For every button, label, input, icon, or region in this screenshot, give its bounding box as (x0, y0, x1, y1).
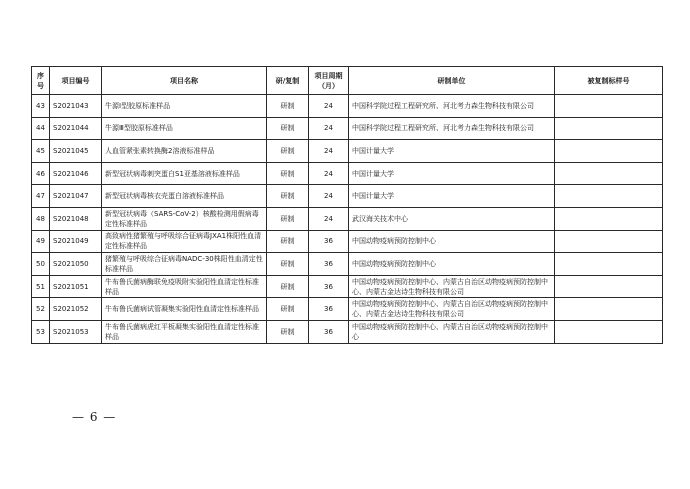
row-unit: 中国动物疫病预防控制中心 (349, 253, 555, 276)
row-seq: 46 (32, 162, 50, 185)
row-seq: 52 (32, 298, 50, 321)
table-row (32, 207, 663, 230)
row-copied (555, 230, 663, 253)
header-code: 项目编号 (50, 67, 102, 95)
row-unit: 中国动物疫病预防控制中心、内蒙古自治区动物疫病预防控制中心 (349, 320, 555, 343)
row-type: 研制 (267, 275, 309, 298)
row-period: 24 (309, 162, 349, 185)
row-copied (555, 95, 663, 118)
row-period: 24 (309, 207, 349, 230)
row-period: 36 (309, 298, 349, 321)
row-copied (555, 117, 663, 140)
row-name: 新型冠状病毒刺突蛋白S1亚基溶液标准样品 (102, 162, 267, 185)
row-period: 24 (309, 140, 349, 163)
row-period: 36 (309, 230, 349, 253)
table-row (32, 185, 663, 208)
table-row (32, 140, 663, 163)
row-copied (555, 140, 663, 163)
row-unit: 中国计量大学 (349, 162, 555, 185)
table-row (32, 320, 663, 343)
header-name: 项目名称 (102, 67, 267, 95)
row-type: 研制 (267, 298, 309, 321)
row-name: 人血管紧张素转换酶2溶液标准样品 (102, 140, 267, 163)
row-code: S2021045 (50, 140, 102, 163)
row-copied (555, 162, 663, 185)
header-copied: 被复制标样号 (555, 67, 663, 95)
row-period: 36 (309, 275, 349, 298)
row-type: 研制 (267, 320, 309, 343)
table-row (32, 253, 663, 276)
row-seq: 43 (32, 95, 50, 118)
row-type: 研制 (267, 95, 309, 118)
row-copied (555, 320, 663, 343)
row-unit: 中国动物疫病预防控制中心 (349, 230, 555, 253)
row-code: S2021046 (50, 162, 102, 185)
header-type: 研/复制 (267, 67, 309, 95)
row-seq: 47 (32, 185, 50, 208)
row-seq: 45 (32, 140, 50, 163)
row-seq: 44 (32, 117, 50, 140)
row-copied (555, 253, 663, 276)
row-unit: 中国科学院过程工程研究所、河北考力森生物科技有限公司 (349, 95, 555, 118)
table-header-row (32, 67, 663, 95)
row-code: S2021051 (50, 275, 102, 298)
row-seq: 51 (32, 275, 50, 298)
table-row (32, 117, 663, 140)
row-type: 研制 (267, 140, 309, 163)
row-seq: 48 (32, 207, 50, 230)
table-row (32, 162, 663, 185)
row-period: 36 (309, 320, 349, 343)
row-name: 高致病性猪繁殖与呼吸综合征病毒JXA1株阳性血清定性标准样品 (102, 230, 267, 253)
row-code: S2021043 (50, 95, 102, 118)
header-seq: 序号 (32, 67, 50, 95)
row-type: 研制 (267, 162, 309, 185)
row-name: 新型冠状病毒（SARS-CoV-2）核酸检测用假病毒定性标准样品 (102, 207, 267, 230)
table-row (32, 230, 663, 253)
row-copied (555, 298, 663, 321)
row-unit: 武汉海关技术中心 (349, 207, 555, 230)
row-name: 牛源Ⅲ型胶原标准样品 (102, 117, 267, 140)
row-unit: 中国计量大学 (349, 185, 555, 208)
row-unit: 中国动物疫病预防控制中心、内蒙古自治区动物疫病预防控制中心、内蒙古金达诗生物科技有限公司 (349, 298, 555, 321)
row-copied (555, 207, 663, 230)
row-type: 研制 (267, 253, 309, 276)
row-code: S2021044 (50, 117, 102, 140)
row-code: S2021052 (50, 298, 102, 321)
row-seq: 50 (32, 253, 50, 276)
table-row (32, 95, 663, 118)
row-name: 猪繁殖与呼吸综合征病毒NADC-30株阳性血清定性标准样品 (102, 253, 267, 276)
row-name: 牛布鲁氏菌病虎红平板凝集实验阳性血清定性标准样品 (102, 320, 267, 343)
header-period: 项目周期（月） (309, 67, 349, 95)
row-period: 24 (309, 185, 349, 208)
row-name: 牛布鲁氏菌病酶联免疫吸附实验阳性血清定性标准样品 (102, 275, 267, 298)
row-unit: 中国科学院过程工程研究所、河北考力森生物科技有限公司 (349, 117, 555, 140)
page-number: — 6 — (72, 410, 117, 424)
row-code: S2021049 (50, 230, 102, 253)
row-unit: 中国计量大学 (349, 140, 555, 163)
row-period: 24 (309, 95, 349, 118)
row-copied (555, 275, 663, 298)
row-code: S2021047 (50, 185, 102, 208)
row-type: 研制 (267, 185, 309, 208)
row-copied (555, 185, 663, 208)
row-code: S2021053 (50, 320, 102, 343)
row-code: S2021050 (50, 253, 102, 276)
row-seq: 49 (32, 230, 50, 253)
table-row (32, 275, 663, 298)
row-type: 研制 (267, 117, 309, 140)
header-unit: 研制单位 (349, 67, 555, 95)
row-name: 牛布鲁氏菌病试管凝集实验阳性血清定性标准样品 (102, 298, 267, 321)
row-name: 新型冠状病毒核衣壳蛋白溶液标准样品 (102, 185, 267, 208)
row-name: 牛源Ⅰ型胶原标准样品 (102, 95, 267, 118)
row-type: 研制 (267, 230, 309, 253)
standard-samples-table (31, 66, 663, 344)
table-row (32, 298, 663, 321)
row-seq: 53 (32, 320, 50, 343)
row-type: 研制 (267, 207, 309, 230)
row-unit: 中国动物疫病预防控制中心、内蒙古自治区动物疫病预防控制中心、内蒙古金达诗生物科技有限公司 (349, 275, 555, 298)
row-period: 24 (309, 117, 349, 140)
row-period: 36 (309, 253, 349, 276)
row-code: S2021048 (50, 207, 102, 230)
